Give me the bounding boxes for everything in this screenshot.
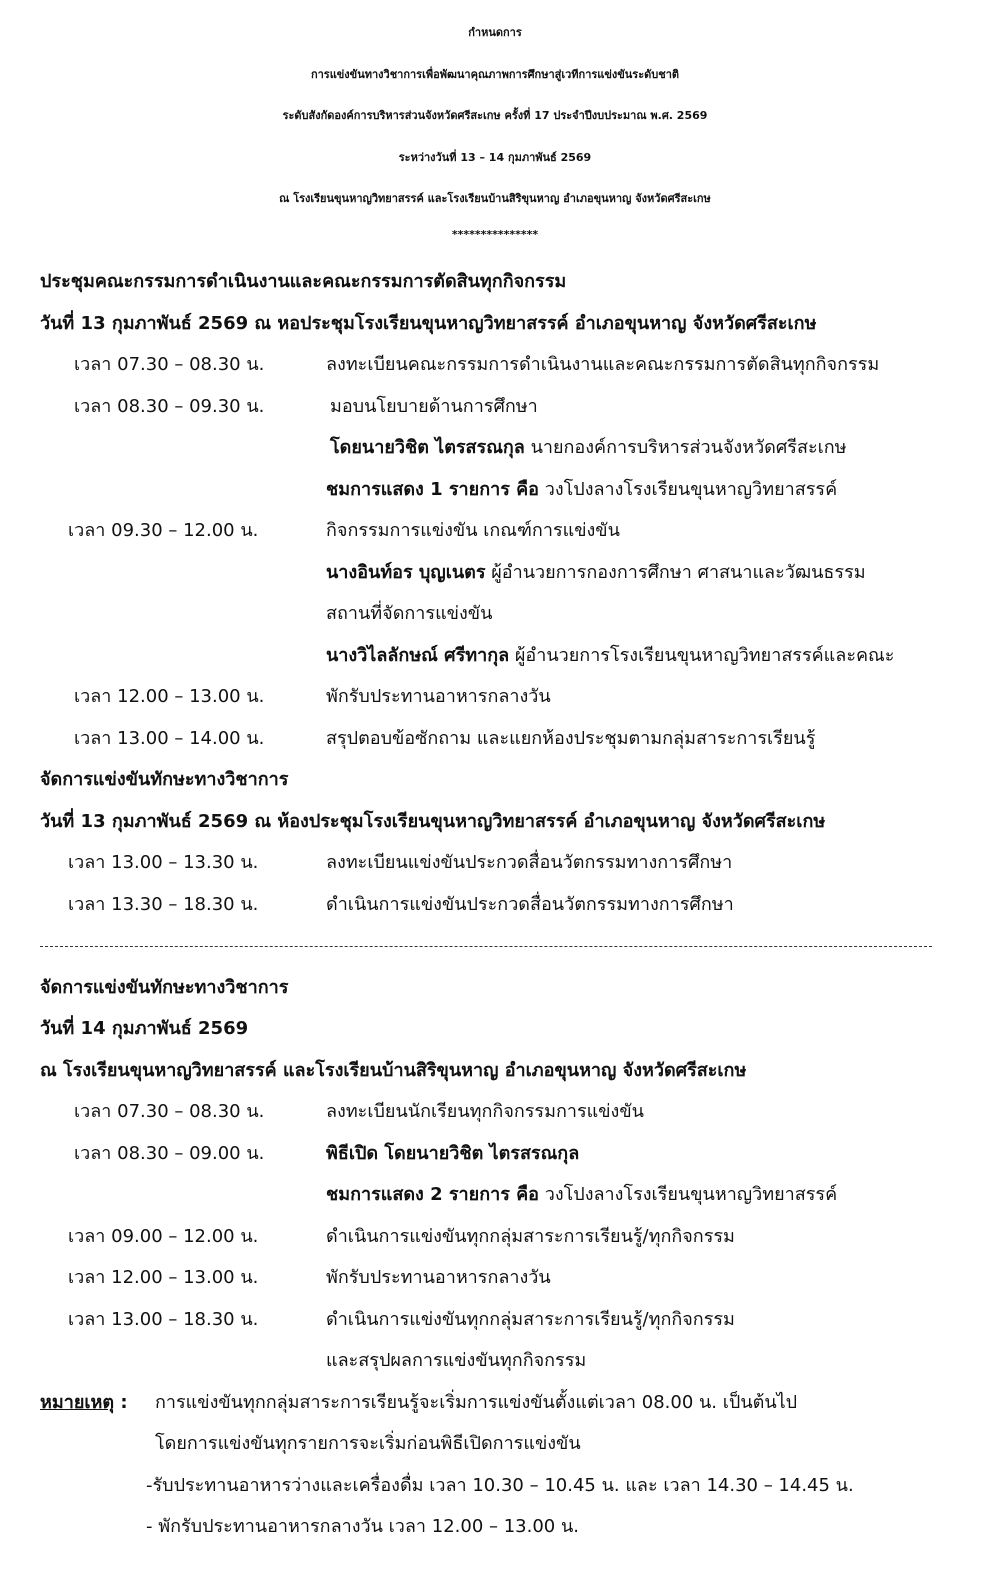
performance-label: ชมการแสดง 2 รายการ คือ — [326, 1184, 539, 1205]
schedule-presenter — [326, 643, 894, 669]
note-line: การแข่งขันทุกกลุ่มสาระการเรียนรู้จะเริ่มการแข่งขันตั้งแต่เวลา 08.00 น. เป็นต้นไป — [155, 1392, 798, 1413]
presenter-name: นางวิไลลักษณ์ ศรีทากุล — [326, 645, 510, 666]
performance-label: ชมการแสดง 1 รายการ คือ — [326, 479, 539, 500]
schedule-activity: และสรุปผลการแข่งขันทุกกิจกรรม — [326, 1350, 587, 1371]
schedule-activity: พักรับประทานอาหารกลางวัน — [326, 686, 551, 707]
note-line: - พักรับประทานอาหารกลางวัน เวลา 12.00 – 13.00 น. — [146, 1516, 580, 1537]
presenter-title: ผู้อำนวยการกองการศึกษา ศาสนาและวัฒนธรรม — [485, 562, 866, 583]
schedule-time: เวลา 09.30 – 12.00 น. — [68, 520, 259, 541]
section1-date: วันที่ 13 กุมภาพันธ์ 2569 ณ หอประชุมโรงเรียนขุนหาญวิทยาสรรค์ อำเภอขุนหาญ จังหวัดศรีสะเกษ — [40, 313, 817, 334]
schedule-time: เวลา 07.30 – 08.30 น. — [74, 354, 265, 375]
schedule-activity: กิจกรรมการแข่งขัน เกณฑ์การแข่งขัน — [326, 520, 620, 541]
presenter-name: โดยนายวิชิต ไตรสรณกุล — [330, 437, 525, 458]
note-line: โดยการแข่งขันทุกรายการจะเริ่มก่อนพิธีเปิดการแข่งขัน — [155, 1433, 581, 1454]
schedule-time: เวลา 13.00 – 18.30 น. — [68, 1309, 259, 1330]
schedule-presenter — [330, 435, 847, 461]
note-label-line — [40, 1390, 128, 1416]
schedule-activity: ลงทะเบียนนักเรียนทุกกิจกรรมการแข่งขัน — [326, 1101, 644, 1122]
doc-subtitle-1: การแข่งขันทางวิชาการเพื่อพัฒนาคุณภาพการศึกษาสู่เวทีการแข่งขันระดับชาติ — [310, 68, 680, 81]
schedule-time: เวลา 07.30 – 08.30 น. — [74, 1101, 265, 1122]
section-divider — [40, 946, 932, 947]
presenter-title: ผู้อำนวยการโรงเรียนขุนหาญวิทยาสรรค์และคณะ — [509, 645, 895, 666]
doc-venue: ณ โรงเรียนขุนหาญวิทยาสรรค์ และโรงเรียนบ้านสิริขุนหาญ อำเภอขุนหาญ จังหวัดศรีสะเกษ — [279, 192, 711, 205]
note-line: -รับประทานอาหารว่างและเครื่องดื่ม เวลา 10.30 – 10.45 น. และ เวลา 14.30 – 14.45 น. — [146, 1475, 854, 1496]
schedule-activity: สถานที่จัดการแข่งขัน — [326, 603, 493, 624]
schedule-activity: ลงทะเบียนคณะกรรมการดำเนินงานและคณะกรรมการตัดสินทุกกิจกรรม — [326, 354, 880, 375]
note-colon: : — [114, 1392, 128, 1413]
stars-divider: *************** — [451, 228, 539, 241]
performance-detail: วงโปงลางโรงเรียนขุนหาญวิทยาสรรค์ — [539, 1184, 838, 1205]
schedule-activity: ดำเนินการแข่งขันทุกกลุ่มสาระการเรียนรู้/ทุกกิจกรรม — [326, 1226, 735, 1247]
section3-venue: ณ โรงเรียนขุนหาญวิทยาสรรค์ และโรงเรียนบ้านสิริขุนหาญ อำเภอขุนหาญ จังหวัดศรีสะเกษ — [40, 1060, 747, 1081]
schedule-activity: ลงทะเบียนแข่งขันประกวดสื่อนวัตกรรมทางการศึกษา — [326, 852, 733, 873]
section2-heading: จัดการแข่งขันทักษะทางวิชาการ — [40, 769, 289, 790]
schedule-activity: พิธีเปิด โดยนายวิชิต ไตรสรณกุล — [326, 1143, 580, 1164]
doc-title: กำหนดการ — [468, 26, 522, 39]
section3-date: วันที่ 14 กุมภาพันธ์ 2569 — [40, 1018, 249, 1039]
schedule-time: เวลา 12.00 – 13.00 น. — [74, 686, 265, 707]
schedule-activity: มอบนโยบายด้านการศึกษา — [330, 396, 538, 417]
schedule-activity: ดำเนินการแข่งขันประกวดสื่อนวัตกรรมทางการศึกษา — [326, 894, 734, 915]
section1-heading: ประชุมคณะกรรมการดำเนินงานและคณะกรรมการตัดสินทุกกิจกรรม — [40, 271, 567, 292]
doc-date-range: ระหว่างวันที่ 13 – 14 กุมภาพันธ์ 2569 — [398, 151, 592, 164]
schedule-performance — [326, 1182, 837, 1208]
doc-subtitle-2: ระดับสังกัดองค์การบริหารส่วนจังหวัดศรีสะเกษ ครั้งที่ 17 ประจำปีงบประมาณ พ.ศ. 2569 — [282, 109, 708, 122]
schedule-activity: พักรับประทานอาหารกลางวัน — [326, 1267, 551, 1288]
presenter-title: นายกองค์การบริหารส่วนจังหวัดศรีสะเกษ — [524, 437, 847, 458]
schedule-time: เวลา 08.30 – 09.30 น. — [74, 396, 265, 417]
schedule-presenter — [326, 560, 866, 586]
schedule-activity: ดำเนินการแข่งขันทุกกลุ่มสาระการเรียนรู้/ทุกกิจกรรม — [326, 1309, 735, 1330]
performance-detail: วงโปงลางโรงเรียนขุนหาญวิทยาสรรค์ — [539, 479, 838, 500]
note-label: หมายเหตุ — [40, 1392, 115, 1413]
schedule-time: เวลา 12.00 – 13.00 น. — [68, 1267, 259, 1288]
schedule-performance — [326, 477, 837, 503]
schedule-time: เวลา 08.30 – 09.00 น. — [74, 1143, 265, 1164]
schedule-time: เวลา 09.00 – 12.00 น. — [68, 1226, 259, 1247]
schedule-activity: สรุปตอบข้อซักถาม และแยกห้องประชุมตามกลุ่มสาระการเรียนรู้ — [326, 728, 816, 749]
section2-date: วันที่ 13 กุมภาพันธ์ 2569 ณ ห้องประชุมโรงเรียนขุนหาญวิทยาสรรค์ อำเภอขุนหาญ จังหวัดศรีสะเกษ — [40, 811, 826, 832]
schedule-time: เวลา 13.30 – 18.30 น. — [68, 894, 259, 915]
schedule-time: เวลา 13.00 – 14.00 น. — [74, 728, 265, 749]
schedule-time: เวลา 13.00 – 13.30 น. — [68, 852, 259, 873]
presenter-name: นางอินท์อร บุญเนตร — [326, 562, 486, 583]
section3-heading: จัดการแข่งขันทักษะทางวิชาการ — [40, 977, 289, 998]
